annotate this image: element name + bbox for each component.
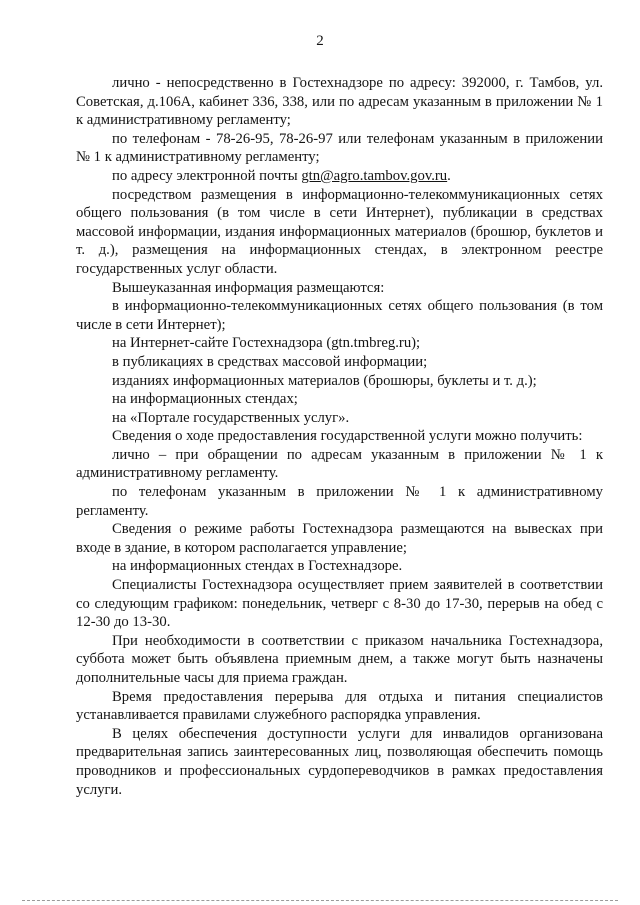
paragraph-placement-materials: изданиях информационных материалов (брошюры, буклеты и т. д.); <box>112 372 537 389</box>
email-prefix-text: по адресу электронной почты <box>112 167 302 184</box>
paragraph-placement-stands: на информационных стендах; <box>112 391 298 408</box>
paragraph-contact-email <box>76 167 603 186</box>
document-body <box>76 74 603 799</box>
paragraph-schedule-signs: Сведения о режиме работы Гостехнадзора размещаются на вывесках при входе в здание, в котором располагается управление; <box>76 521 603 556</box>
page-number: 2 <box>316 33 324 49</box>
email-link[interactable]: gtn@agro.tambov.gov.ru <box>301 167 448 184</box>
paragraph-placement-publications: в публикациях в средствах массовой информации; <box>112 353 428 370</box>
paragraph-progress-phone: по телефонам указанным в приложении № 1 к административному регламенту. <box>76 484 603 519</box>
paragraph-saturday-reception: При необходимости в соответствии с приказом начальника Гостехнадзора, суббота может быть объявлена приемным днем, а также могут быть назначены дополнительные часы для приема граждан. <box>76 632 603 686</box>
paragraph-break-time: Время предоставления перерыва для отдыха и питания специалистов устанавливается правилами служебного распорядка управления. <box>76 688 603 724</box>
paragraph-progress-heading: Сведения о ходе предоставления государственной услуги можно получить: <box>112 428 583 445</box>
paragraph-placement-portal: на «Портале государственных услуг». <box>112 409 350 426</box>
paragraph-contact-media: посредством размещения в информационно-телекоммуникационных сетях общего пользования (в том числе в сети Интернет), публикации в средствах массовой информации, издания информационных материалов (брошюр, буклетов и т. д.), размещения на информационных стендах, в электронном реестре государственных услуг области. <box>76 186 603 277</box>
paragraph-reception-hours: Специалисты Гостехнадзора осуществляет прием заявителей в соответствии со следующим графиком: понедельник, четверг с 8-30 до 17-30, перерыв на обед с 12-30 до 13-30. <box>76 577 603 631</box>
paragraph-info-placement-heading: Вышеуказанная информация размещаются: <box>112 279 385 296</box>
paragraph-progress-in-person: лично – при обращении по адресам указанным в приложении № 1 к административному регламенту. <box>76 446 603 482</box>
paragraph-contact-in-person: лично - непосредственно в Гостехнадзоре по адресу: 392000, г. Тамбов, ул. Советская, д.106А, кабинет 336, 338, или по адресам указанным в приложении № 1 к административному регламенту; <box>76 75 603 129</box>
paragraph-placement-website: на Интернет-сайте Гостехнадзора (gtn.tmbreg.ru); <box>112 335 421 352</box>
email-suffix-text: . <box>447 167 451 184</box>
paragraph-contact-phone: по телефонам - 78-26-95, 78-26-97 или телефонам указанным в приложении № 1 к административному регламенту; <box>76 130 603 166</box>
paragraph-schedule-stands: на информационных стендах в Гостехнадзоре. <box>112 558 403 575</box>
paragraph-accessibility: В целях обеспечения доступности услуги для инвалидов организована предварительная запись заинтересованных лиц, позволяющая обеспечить помощь проводников и профессиональных сурдопереводчиков в рамках предоставления услуги. <box>76 725 603 798</box>
paragraph-placement-networks: в информационно-телекоммуникационных сетях общего пользования (в том числе в сети Интернет); <box>76 298 603 333</box>
scan-bottom-edge <box>22 900 618 901</box>
